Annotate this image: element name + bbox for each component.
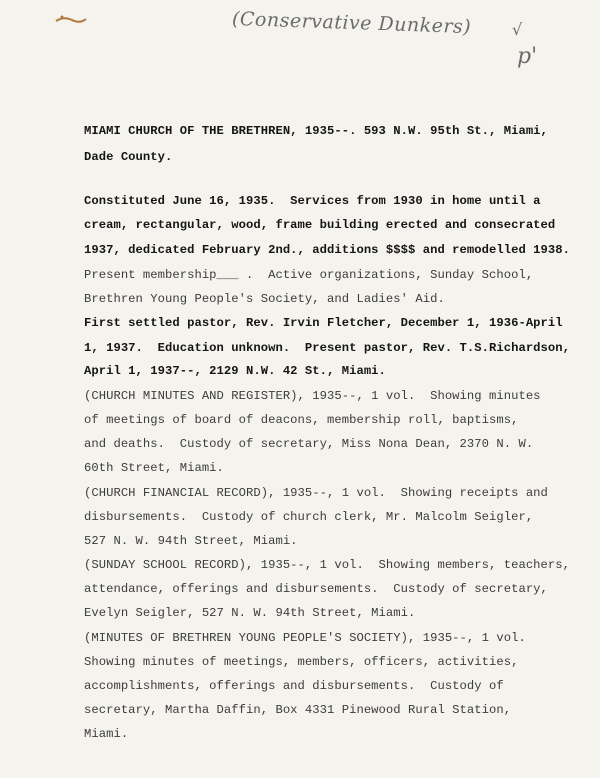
body-line-9: (CHURCH MINUTES AND REGISTER), 1935--, 1 vol. Showing minutes (84, 389, 541, 403)
body-line-10: of meetings of board of deacons, membership roll, baptisms, (84, 413, 519, 427)
body-line-21: accomplishments, offerings and disbursements. Custody of (84, 679, 504, 693)
heading-line-1: MIAMI CHURCH OF THE BRETHREN, 1935--. 593 N.W. 95th St., Miami, (84, 124, 548, 138)
body-line-8: April 1, 1937--, 2129 N.W. 42 St., Miami. (84, 364, 386, 378)
body-line-3: 1937, dedicated February 2nd., additions $$$$ and remodelled 1938. (84, 243, 571, 257)
body-line-5: Brethren Young People's Society, and Ladies' Aid. (84, 292, 445, 306)
body-line-6: First settled pastor, Rev. Irvin Fletcher, December 1, 1936-April (84, 316, 563, 330)
body-line-16: (SUNDAY SCHOOL RECORD), 1935--, 1 vol. Showing members, teachers, (84, 558, 571, 572)
body-line-15: 527 N. W. 94th Street, Miami. (84, 534, 298, 548)
body-line-11: and deaths. Custody of secretary, Miss Nona Dean, 2370 N. W. (84, 437, 534, 451)
body-line-22: secretary, Martha Daffin, Box 4331 Pinewood Rural Station, (84, 703, 512, 717)
body-line-23: Miami. (84, 727, 129, 741)
body-line-4: Present membership___ . Active organizations, Sunday School, (84, 268, 534, 282)
body-line-7: 1, 1937. Education unknown. Present pastor, Rev. T.S.Richardson, (84, 341, 571, 355)
body-line-14: disbursements. Custody of church clerk, Mr. Malcolm Seigler, (84, 510, 534, 524)
handwritten-mark: p' (517, 44, 538, 69)
handwritten-note: (Conservative Dunkers) (231, 7, 472, 39)
body-line-19: (MINUTES OF BRETHREN YOUNG PEOPLE'S SOCIETY), 1935--, 1 vol. (84, 631, 526, 645)
body-line-18: Evelyn Seigler, 527 N. W. 94th Street, Miami. (84, 606, 416, 620)
body-line-2: cream, rectangular, wood, frame building erected and consecrated (84, 218, 556, 232)
body-line-20: Showing minutes of meetings, members, officers, activities, (84, 655, 519, 669)
handwritten-check-mark: √ (512, 20, 523, 39)
body-line-17: attendance, offerings and disbursements. Custody of secretary, (84, 582, 548, 596)
body-line-13: (CHURCH FINANCIAL RECORD), 1935--, 1 vol. Showing receipts and (84, 486, 548, 500)
body-line-1: Constituted June 16, 1935. Services from 1930 in home until a (84, 194, 541, 208)
ink-mark (54, 13, 88, 27)
heading-line-2: Dade County. (84, 150, 173, 164)
body-line-12: 60th Street, Miami. (84, 461, 224, 475)
